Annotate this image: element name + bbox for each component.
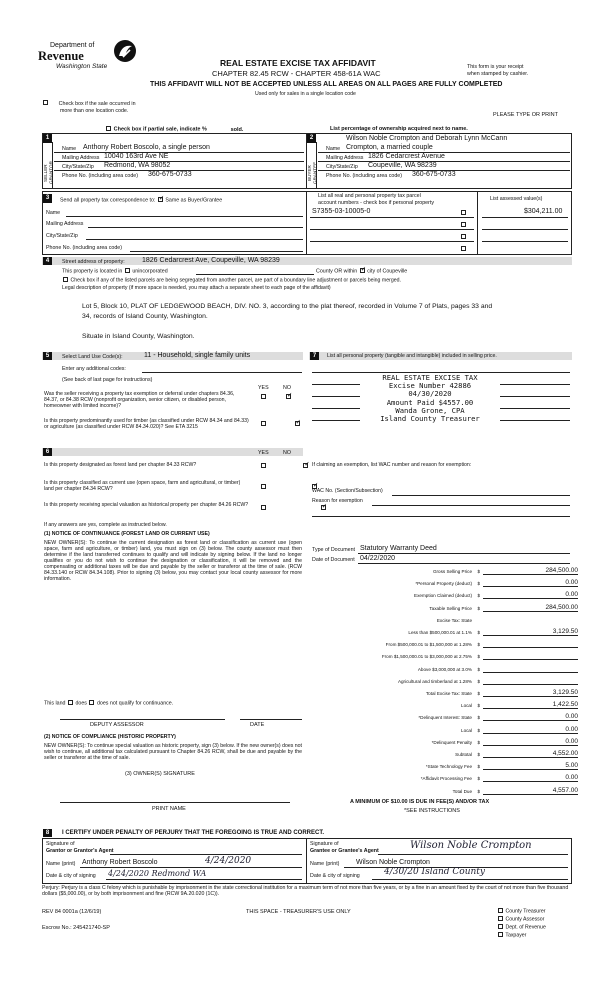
calc-row-label: Local xyxy=(461,703,472,709)
calc-row-amount[interactable]: 284,500.00 xyxy=(483,567,578,575)
calc-row-amount[interactable]: 284,500.00 xyxy=(483,604,578,612)
calc-row xyxy=(315,713,580,722)
grantee-sig-label-1: Signature of xyxy=(310,841,339,847)
grantor-handwritten-date[interactable]: 4/24/2020 xyxy=(205,856,252,866)
land-use-label: Select Land Use Code(s): xyxy=(62,354,123,360)
multi-location-row xyxy=(42,100,136,107)
calc-row-label: Local xyxy=(461,727,472,733)
copy-taxpayer-label: Taxpayer xyxy=(505,932,527,939)
owner-signature-label: (3) OWNER(S) SIGNATURE xyxy=(125,771,195,777)
unincorporated-checkbox[interactable] xyxy=(125,268,130,273)
print-name-label: PRINT NAME xyxy=(152,806,186,812)
dept-line3: Washington State xyxy=(56,63,108,70)
calc-row-label: Total Due xyxy=(452,788,472,794)
corr-name-label: Name xyxy=(46,210,61,216)
calc-row-label: Gross Selling Price xyxy=(432,569,472,574)
s5-no-header: NO xyxy=(283,385,291,391)
grantee-signature[interactable]: Wilson Noble Crompton xyxy=(410,840,532,851)
receipt-note-2: when stamped by cashier. xyxy=(467,71,529,77)
s5-question-2: Is this property predominantly used for timber (as classified under RCW 84.34 and 84.33) or agriculture (as classified under RCW 84.34.020)? See ETA 3215 xyxy=(44,418,249,430)
s6-q2-yes[interactable] xyxy=(261,484,266,489)
seller-name-label: Name xyxy=(62,146,77,152)
certify-statement: I CERTIFY UNDER PENALTY OF PERJURY THAT THE FOREGOING IS TRUE AND CORRECT. xyxy=(62,830,325,836)
buyer-mailing[interactable]: 1826 Cedarcrest Avenue xyxy=(368,153,445,160)
stamp-line-2: Excise Number 42886 xyxy=(388,381,472,391)
calc-row-label: Less than $500,000.01 at 1.1% xyxy=(408,630,472,635)
print-note: PLEASE TYPE OR PRINT xyxy=(493,112,559,118)
calc-row-amount[interactable]: 0.00 xyxy=(483,774,578,782)
grantor-sig-label-2: Grantor or Grantor's Agent xyxy=(46,848,114,854)
calc-row-amount[interactable]: 0.00 xyxy=(483,713,578,721)
corr-city-label: City/State/Zip xyxy=(46,233,78,239)
single-location-note: Used only for sales in a single location code xyxy=(255,91,356,97)
treasurer-stamp xyxy=(360,374,500,423)
parcel-personal-checkbox-4[interactable] xyxy=(461,246,466,251)
minimum-note: A MINIMUM OF $10.00 IS DUE IN FEE(S) AND/OR TAX xyxy=(350,799,490,805)
county-label: County OR within xyxy=(316,268,358,275)
doc-type-label: Type of Document xyxy=(312,547,355,553)
calc-row xyxy=(315,787,580,796)
calc-row-dollar: $ xyxy=(477,752,480,757)
copy-county-assessor xyxy=(497,916,546,924)
s6-q3-no[interactable] xyxy=(321,505,326,510)
s5-q2-no[interactable] xyxy=(295,421,300,426)
copy-county-assessor-checkbox[interactable] xyxy=(498,916,503,921)
located-label: This property is located in xyxy=(62,268,123,275)
dept-line2: Revenue xyxy=(38,49,84,63)
same-as-buyer-label: Same as Buyer/Grantee xyxy=(165,197,223,204)
calc-row-dollar: $ xyxy=(477,727,480,733)
calc-row xyxy=(315,591,580,600)
grantor-name[interactable]: Anthony Robert Boscolo xyxy=(82,859,158,866)
seller-phone[interactable]: 360-675-0733 xyxy=(148,171,192,178)
legal-line-3[interactable]: Situate in Island County, Washington. xyxy=(82,333,195,340)
rev-number: REV 84 0001a (12/6/19) xyxy=(42,909,102,915)
stamp-line-1: REAL ESTATE EXCISE TAX xyxy=(382,373,478,382)
calc-row-amount[interactable] xyxy=(483,665,578,673)
copy-county-assessor-label: County Assessor xyxy=(505,916,545,923)
escrow-number: Escrow No.: 245421740-SP xyxy=(42,925,110,931)
land-use-code[interactable]: 11 - Household, single family units xyxy=(144,352,251,359)
partial-sale-label: Check box if partial sale, indicate % xyxy=(113,126,207,133)
stamp-line-4: Amount Paid $4557.00 xyxy=(386,397,474,407)
section-2-number: 2 xyxy=(307,134,316,143)
calc-row xyxy=(315,616,580,625)
calc-row-label: *Delinquent Penalty xyxy=(431,739,472,745)
dept-line1: Department of xyxy=(50,42,95,49)
qualify-label: This land xyxy=(44,700,66,707)
form-title: REAL ESTATE EXCISE TAX AFFIDAVIT xyxy=(220,58,376,68)
notice-2-text: NEW OWNER(S): To continue special valuation as historic property, sign (3) below. If the new owner(s) does not wish to continue, all additional tax calculated pursuant to Chapter 84.26 RCW, shall be due and payable by the seller or transferor at the time of sale. xyxy=(44,743,302,761)
calc-row-dollar: $ xyxy=(477,593,480,599)
calc-row-amount[interactable] xyxy=(483,640,578,648)
calc-row-label: Exemption Claimed (deduct) xyxy=(414,593,472,599)
copy-county-treasurer-label: County Treasurer xyxy=(505,908,546,915)
seller-mailing[interactable]: 10040 163rd Ave NE xyxy=(104,153,169,160)
legal-line-1[interactable]: Lot 5, Block 10, PLAT OF LEDGEWOOD BEACH, DIV. NO. 3, according to the plat thereof, recorded in Volume 7 of Plats, pages 33 and xyxy=(82,303,493,310)
parcel-number[interactable]: S7355-03-10005-0 xyxy=(312,208,371,215)
grantee-name-label: Name (print) xyxy=(310,861,340,867)
perjury-statement: Perjury: Perjury is a class C felony which is punishable by imprisonment in the state correctional institution for a maximum term of not more than five years, or by a fine in an amount fixed by the court of not more than five thousand dollars ($5,000.00), or by both imprisonment and fine (RCW 9A.20.020 (1C)). xyxy=(42,885,569,897)
calc-row-dollar: $ xyxy=(477,739,480,745)
calc-row-label: Above $3,000,000 at 3.0% xyxy=(417,666,472,672)
copy-county-treasurer-checkbox[interactable] xyxy=(498,908,503,913)
doc-date-label: Date of Document xyxy=(312,557,355,563)
calc-row-label: Excise Tax: State xyxy=(436,617,472,623)
calc-row-dollar: $ xyxy=(477,678,480,684)
assessed-header: List assessed value(s) xyxy=(490,196,543,202)
calc-row-dollar: $ xyxy=(477,764,480,770)
calc-row xyxy=(315,726,580,735)
same-as-buyer-checkbox[interactable] xyxy=(158,197,163,202)
ownership-note: List percentage of ownership acquired next to name. xyxy=(330,126,468,132)
copy-dept-revenue-checkbox[interactable] xyxy=(498,924,503,929)
calc-row-amount[interactable]: 0.00 xyxy=(483,591,578,599)
calc-row-label: Total Excise Tax: State xyxy=(425,691,472,696)
buyer-city-label: City/State/Zip xyxy=(326,164,358,170)
calc-row-dollar: $ xyxy=(477,654,480,660)
stamp-line-6: Island County Treasurer xyxy=(380,414,480,424)
seller-side-label: SELLER GRANTOR xyxy=(43,161,54,185)
form-chapter: CHAPTER 82.45 RCW - CHAPTER 458-61A WAC xyxy=(212,69,381,78)
qualify-row xyxy=(44,700,173,707)
buyer-mailing-label: Mailing Address xyxy=(326,155,364,161)
calc-row xyxy=(315,762,580,771)
legal-line-2[interactable]: 34, records of Island County, Washington. xyxy=(82,313,208,320)
grantee-date-city-label: Date & city of signing xyxy=(310,873,360,879)
calc-row-dollar: $ xyxy=(477,581,480,587)
grantor-name-label: Name (print) xyxy=(46,861,76,867)
s5-question-1: Was the seller receiving a property tax exemption or deferral under chapters 84.36, 84.37, or 84.38 RCW (nonprofit organization, senior citizen, or disabled person, homeowner with limited income)? xyxy=(44,391,235,409)
grantor-date-city-label: Date & city of signing xyxy=(46,873,96,879)
parcel-personal-checkbox-1[interactable] xyxy=(461,210,466,215)
calc-row xyxy=(315,701,580,710)
segregated-label: Check box if any of the listed parcels are being segregated from another parcel, are part of a boundary line adjustment or parcels being merged. xyxy=(70,277,401,284)
form-warning: THIS AFFIDAVIT WILL NOT BE ACCEPTED UNLESS ALL AREAS ON ALL PAGES ARE FULLY COMPLETED xyxy=(150,81,503,88)
s5-q2-yes[interactable] xyxy=(261,421,266,426)
section-3-number: 3 xyxy=(43,194,52,203)
exemption-label: If claiming an exemption, list WAC number and reason for exemption: xyxy=(312,462,472,468)
multi-location-label-2: more than one location code. xyxy=(60,108,129,114)
calc-row-label: *Delinquent Interest: State xyxy=(418,715,472,721)
section-5-number: 5 xyxy=(43,352,52,360)
calc-row-amount[interactable]: 4,552.00 xyxy=(483,750,578,758)
calc-row-amount[interactable]: 3,129.50 xyxy=(483,689,578,697)
grantor-date-city[interactable]: 4/24/2020 Redmond WA xyxy=(108,869,207,878)
grantee-sig-label-2: Grantee or Grantee's Agent xyxy=(310,848,379,854)
section-1-number: 1 xyxy=(43,134,52,143)
section-7-number: 7 xyxy=(310,352,319,360)
s6-question-2: Is this property classified as current use (open space, farm and agricultural, or timber) land per chapter 84.34 RCW? xyxy=(44,480,241,492)
calc-row-dollar: $ xyxy=(477,691,480,696)
seller-city-label: City/State/Zip xyxy=(62,164,94,170)
deputy-assessor-label: DEPUTY ASSESSOR xyxy=(90,722,144,728)
calc-row-amount[interactable]: 0.00 xyxy=(483,726,578,734)
does-qualify-checkbox[interactable] xyxy=(68,700,73,705)
calc-row-dollar: $ xyxy=(477,776,480,782)
copy-distribution xyxy=(497,908,546,940)
partial-sale-checkbox[interactable] xyxy=(106,126,111,131)
s6-q1-yes[interactable] xyxy=(261,463,266,468)
send-correspondence-text: Send all property tax correspondence to: xyxy=(60,197,156,204)
s6-q1-no[interactable] xyxy=(303,463,308,468)
stamp-line-5: Wanda Grone, CPA xyxy=(395,405,465,415)
segregated-checkbox[interactable] xyxy=(63,277,68,282)
copy-dept-revenue-label: Dept. of Revenue xyxy=(505,924,546,931)
calc-row xyxy=(315,677,580,686)
calc-row-label: Agricultural and timberland at 1.28% xyxy=(397,678,472,684)
calc-row-amount[interactable]: 5.00 xyxy=(483,762,578,770)
segregated-row xyxy=(62,277,401,284)
doc-type[interactable]: Statutory Warranty Deed xyxy=(360,545,437,552)
calc-row xyxy=(315,774,580,783)
does-not-qualify-checkbox[interactable] xyxy=(89,700,94,705)
s5-yes-header: YES xyxy=(258,385,269,391)
county-row xyxy=(316,268,407,275)
notice-1-text: NEW OWNER(S): To continue the current designation as forest land or classification as current use (open space, farm and agriculture, or timber) land, you must sign on (3) below. The county assessor must then determine if the land transferred continues to qualify and will indicate by signing below. If the land no longer qualifies or you do not wish to continue the designation or classification, it will be removed and the compensating or additional taxes will be due and payable by the seller or transferor at the time of sale. (RCW 84.33.140 or RCW 84.34.108). Prior to signing (3) below, you may contact your local county assessor for more information. xyxy=(44,540,302,582)
calc-row-label: Taxable Selling Price xyxy=(429,605,472,611)
buyer-phone-label: Phone No. (including area code) xyxy=(326,173,402,179)
grantee-name[interactable]: Wilson Noble Crompton xyxy=(356,859,430,866)
corr-mailing-label: Mailing Address xyxy=(46,221,84,227)
located-row xyxy=(62,268,168,275)
multi-location-checkbox[interactable] xyxy=(43,100,48,105)
seller-mailing-label: Mailing Address xyxy=(62,155,100,161)
street-address[interactable]: 1826 Cedarcrest Ave, Coupeville, WA 98239 xyxy=(142,257,280,264)
calc-row-dollar: $ xyxy=(477,605,480,611)
buyer-phone[interactable]: 360-675-0733 xyxy=(412,171,456,178)
dor-emblem-icon xyxy=(110,38,140,64)
multi-location-label-1: Check box if the sale occurred in xyxy=(58,100,136,107)
corr-phone-label: Phone No. (including area code) xyxy=(46,245,122,251)
doc-date[interactable]: 04/22/2020 xyxy=(360,555,396,562)
parcel-header-1: List all real and personal property tax parcel xyxy=(318,193,421,199)
personal-property-label: List all personal property (tangible and intangible) included in selling price. xyxy=(327,353,497,359)
copy-dept-revenue xyxy=(497,924,546,932)
see-back-note: (See back of last page for instructions) xyxy=(62,377,153,383)
section-4-number: 4 xyxy=(43,257,52,265)
calc-row-label: *State Technology Fee xyxy=(425,764,472,770)
assessed-value[interactable]: $304,211.00 xyxy=(524,208,563,215)
stamp-line-3: 04/30/2020 xyxy=(408,389,452,399)
s6-yes-header: YES xyxy=(258,450,269,456)
calc-row-amount[interactable]: 4,557.00 xyxy=(483,787,578,795)
calc-row-label: Subtotal xyxy=(455,752,472,757)
deputy-date-label: DATE xyxy=(250,722,265,728)
calc-row xyxy=(315,689,580,698)
calc-row-amount[interactable]: 0.00 xyxy=(483,738,578,746)
legal-label: Legal description of property (if more space is needed, you may attach a separate sheet to each page of the affidavit) xyxy=(62,285,331,291)
additional-codes-label: Enter any additional codes: xyxy=(62,366,126,372)
notice-2-title: (2) NOTICE OF COMPLIANCE (HISTORIC PROPERTY) xyxy=(44,734,176,740)
section-6-number: 6 xyxy=(43,448,52,456)
calc-row-amount[interactable]: 3,129.50 xyxy=(483,628,578,636)
calc-row-label: *Affidavit Processing Fee xyxy=(420,776,472,782)
calc-row xyxy=(315,640,580,649)
city-checkbox[interactable] xyxy=(360,268,365,273)
buyer-side-label: BUYER GRANTEE xyxy=(307,161,318,185)
unincorporated-label: unincorporated xyxy=(132,268,168,275)
seller-city[interactable]: Redmond, WA 98052 xyxy=(104,162,171,169)
s6-question-1: Is this property designated as forest land per chapter 84.33 RCW? xyxy=(44,462,197,468)
notice-1-title: (1) NOTICE OF CONTINUANCE (FOREST LAND OR CURRENT USE) xyxy=(44,531,210,537)
calc-row-amount[interactable] xyxy=(483,677,578,685)
calc-row xyxy=(315,750,580,759)
partial-sold-label: sold. xyxy=(230,126,244,133)
if-yes-note: If any answers are yes, complete as instructed below. xyxy=(44,522,167,528)
calc-row-dollar: $ xyxy=(477,703,480,709)
reason-label: Reason for exemption xyxy=(312,498,363,504)
calc-row-amount[interactable]: 1,422.50 xyxy=(483,701,578,709)
s5-q1-no[interactable] xyxy=(286,394,291,399)
receipt-note-1: This form is your receipt xyxy=(467,64,524,70)
s5-q1-yes[interactable] xyxy=(261,394,266,399)
buyer-name-label: Name xyxy=(326,146,341,152)
wac-label: WAC No. (Section/Subsection) xyxy=(312,488,383,494)
calc-row-dollar: $ xyxy=(477,788,480,794)
parcel-personal-checkbox-2[interactable] xyxy=(461,222,466,227)
calc-row xyxy=(315,665,580,674)
s6-no-header: NO xyxy=(283,450,291,456)
calc-row-dollar: $ xyxy=(477,569,480,574)
calc-row-dollar: $ xyxy=(477,630,480,635)
s6-question-3: Is this property receiving special valuation as historical property per chapter 84.26 RCW? xyxy=(44,502,249,508)
city-label: city of Coupeville xyxy=(367,268,408,275)
buyer-city[interactable]: Coupeville, WA 98239 xyxy=(368,162,437,169)
calc-row xyxy=(315,567,580,576)
seller-phone-label: Phone No. (including area code) xyxy=(62,173,138,179)
does-label: does xyxy=(75,700,87,707)
calc-row xyxy=(315,604,580,613)
copy-county-treasurer xyxy=(497,908,546,916)
section-8-number: 8 xyxy=(43,829,52,837)
copy-taxpayer-checkbox[interactable] xyxy=(498,932,503,937)
calc-row-label: *Personal Property (deduct) xyxy=(415,581,472,587)
calc-row-dollar: $ xyxy=(477,642,480,648)
calc-row-label: From $1,500,000.01 to $3,000,000 at 2.75% xyxy=(381,654,472,660)
calc-row-label: From $500,000.01 to $1,500,000 at 1.28% xyxy=(385,642,472,648)
grantor-sig-label-1: Signature of xyxy=(46,841,75,847)
calc-row-dollar: $ xyxy=(477,715,480,721)
street-label: Street address of property: xyxy=(62,259,125,265)
calc-row xyxy=(315,652,580,661)
dor-logo xyxy=(38,42,148,82)
treasurer-space: THIS SPACE - TREASURER'S USE ONLY xyxy=(246,909,351,915)
calc-row xyxy=(315,738,580,747)
see-instructions-note: *SEE INSTRUCTIONS xyxy=(404,808,460,814)
grantee-date-city[interactable]: 4/30/20 Island County xyxy=(384,867,485,877)
parcel-personal-checkbox-3[interactable] xyxy=(461,234,466,239)
seller-name[interactable]: Anthony Robert Boscolo, a single person xyxy=(83,144,210,151)
does-not-label: does not qualify for continuance. xyxy=(96,700,174,707)
calc-row-dollar: $ xyxy=(477,666,480,672)
parcel-header-2: account numbers - check box if personal property xyxy=(318,200,435,206)
calc-row xyxy=(315,579,580,588)
buyer-name-line-2[interactable]: Crompton, a married couple xyxy=(346,144,433,151)
send-correspondence-label xyxy=(60,197,222,204)
calc-row xyxy=(315,628,580,637)
buyer-name-line-1[interactable]: Wilson Noble Crompton and Deborah Lynn McCann xyxy=(346,135,508,142)
calc-row-amount[interactable] xyxy=(483,652,578,660)
copy-taxpayer xyxy=(497,932,546,940)
s6-q3-yes[interactable] xyxy=(261,505,266,510)
calc-row-amount[interactable]: 0.00 xyxy=(483,579,578,587)
